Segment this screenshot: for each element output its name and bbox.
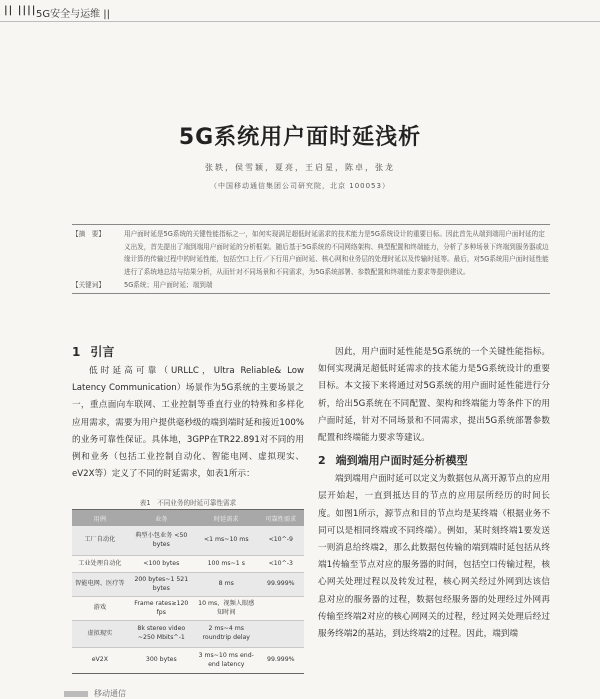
table-cell: 典型小包业务 <50 bytes: [128, 526, 195, 556]
abstract-box: [72, 224, 550, 294]
paper-title: 5G系统用户面时延浅析: [178, 125, 422, 150]
table-cell: <100 bytes: [128, 556, 195, 573]
keywords-text: 5G系统；用户面时延；端到端: [124, 281, 213, 290]
section-2-title: 端到端用户面时延分析模型: [335, 454, 468, 468]
paper-affiliation: （中国移动通信集团公司研究院，北京 100053）: [210, 182, 390, 190]
table-row: [72, 526, 304, 556]
table-row: [72, 597, 304, 621]
table-cell: 虚拟现实: [72, 621, 128, 648]
table-1-caption: 表1 不同业务的时延可靠性需求: [139, 499, 237, 507]
table-cell: Frame rates≥120 fps: [128, 597, 195, 621]
page-number-block: [64, 691, 88, 697]
table-cell: 8 ms: [195, 573, 258, 597]
table-header-cell: 业务: [128, 510, 195, 527]
table-cell: <10^-9: [258, 526, 304, 556]
table-header-cell: 可靠性需求: [258, 510, 304, 527]
journal-section: 5G安全与运维 ||: [36, 9, 111, 20]
table-header-row: [72, 510, 304, 527]
table-row: [72, 621, 304, 648]
page-footer: [64, 688, 126, 699]
table-header-cell: 时延需求: [195, 510, 258, 527]
section-1-paragraph-1: 低时延高可靠（URLLC，Ultra Reliable& Low Latency Communication）场景作为5G系统的主要场景之一，重点面向车联网、工业控制等垂直行业的特殊和多样化应用需求，需要为用户提供毫秒级的端到端时延和接近100%的业务可靠性保证。具体地，3GPP在TR22.891对不同的用例和业务（包括工业控制自动化、智能电网、虚拟现实、eV2X等）定义了不同的时延需求，如表1所示：: [72, 366, 304, 480]
keywords-row: [72, 279, 550, 291]
table-header-cell: 用例: [72, 510, 128, 527]
table-row: [72, 648, 304, 674]
abstract-label: 【摘 要】: [72, 230, 105, 238]
table-cell: 8k stereo video ~250 Mbits^-1: [128, 621, 195, 648]
section-2-heading: [318, 453, 550, 469]
table-cell: 游戏: [72, 597, 128, 621]
table-cell: 10 ms，视频人眼感知时间: [195, 597, 258, 621]
table-row: [72, 573, 304, 597]
table-cell: 300 bytes: [128, 648, 195, 674]
table-row: [72, 556, 304, 573]
journal-header: [0, 0, 600, 22]
table-cell: 3 ms~10 ms end-end latency: [195, 648, 258, 674]
table-cell: 100 ms~1 s: [195, 556, 258, 573]
table-cell: 200 bytes~1 521 bytes: [128, 573, 195, 597]
table-cell: 2 ms~4 ms roundtrip delay: [195, 621, 258, 648]
right-column: [318, 344, 550, 643]
table-1: [72, 509, 304, 674]
table-cell: <10^-3: [258, 556, 304, 573]
section-1-heading: [72, 344, 304, 361]
section-1-paragraph-2: 因此，用户面时延性能是5G系统的一个关键性能指标。如何实现满足超低时延需求的技术能力是5G系统设计的重要目标。本文接下来将通过对5G系统的用户面时延性能进行分析，给出5G系统在不同配置、架构和终端能力等条件下的用户面时延，针对不同场景和不同需求，提出5G系统部署参数配置和终端能力要求等建议。: [318, 347, 550, 444]
header-rule: [0, 21, 600, 22]
table-cell: [258, 621, 304, 648]
header-bars: || ||||: [4, 5, 37, 16]
abstract-row: [72, 228, 550, 278]
table-cell: 工厂自动化: [72, 526, 128, 556]
table-cell: 智能电网、医疗等: [72, 573, 128, 597]
table-cell: <1 ms~10 ms: [195, 526, 258, 556]
paper-authors: 张轶，侯雪颖，夏亮，王启星，陈卓，张龙: [205, 163, 395, 172]
table-cell: [258, 597, 304, 621]
table-cell: 工业处理自动化: [72, 556, 128, 573]
table-cell: 99.999%: [258, 648, 304, 674]
left-column: [72, 344, 304, 483]
section-2-number: 2: [318, 454, 326, 468]
section-1-number: 1: [72, 345, 81, 359]
abstract-text: 用户面时延是5G系统的关键性能指标之一，如何实现满足超低时延需求的技术能力是5G系统设计的重要目标。因此首先从端到端用户面时延的定义出发，首先提出了端到端用户面时延的分析框架。随后基于5G系统的不同网络架构、典型配置和终端能力，分析了多种场景下终端到服务器或边缘计算的传输过程中的时延性能，包括空口上行／下行用户面时延、核心网和业务层的处理时延以及传输时延等。最后，对5G系统用户面时延性能进行了系统地总结与结果分析，从而针对不同场景和不同需求，为5G系统部署、参数配置和终端能力要求等提供建议。: [124, 230, 549, 276]
footer-journal-name: 移动通信: [94, 689, 126, 698]
keywords-label: 【关键词】: [72, 281, 105, 290]
table-cell: 99.999%: [258, 573, 304, 597]
section-2-paragraph-1: 端到端用户面时延可以定义为数据包从离开源节点的应用层开始起，一直到抵达目的节点的应用层所经历的时间长度。如图1所示，源节点和目的节点均是某终端（根据业务不同可以是相同终端或不同终端）。例如，某时刻终端1要发送一则消息给终端2，那么此数据包传输的端到端时延包括从终端1传输至节点对应的服务器的时间，包括空口传输过程，核心网关处理过程以及转发过程，核心网关经过外网到达该信息对应的服务器的过程，数据包经服务器的处理经过外网再传输至终端2对应的核心网网关的过程，经过网关处理后经过服务终端2的基站，到达终端2的过程。因此，端到端: [318, 474, 550, 640]
table-cell: eV2X: [72, 648, 128, 674]
section-1-title: 引言: [90, 345, 115, 359]
